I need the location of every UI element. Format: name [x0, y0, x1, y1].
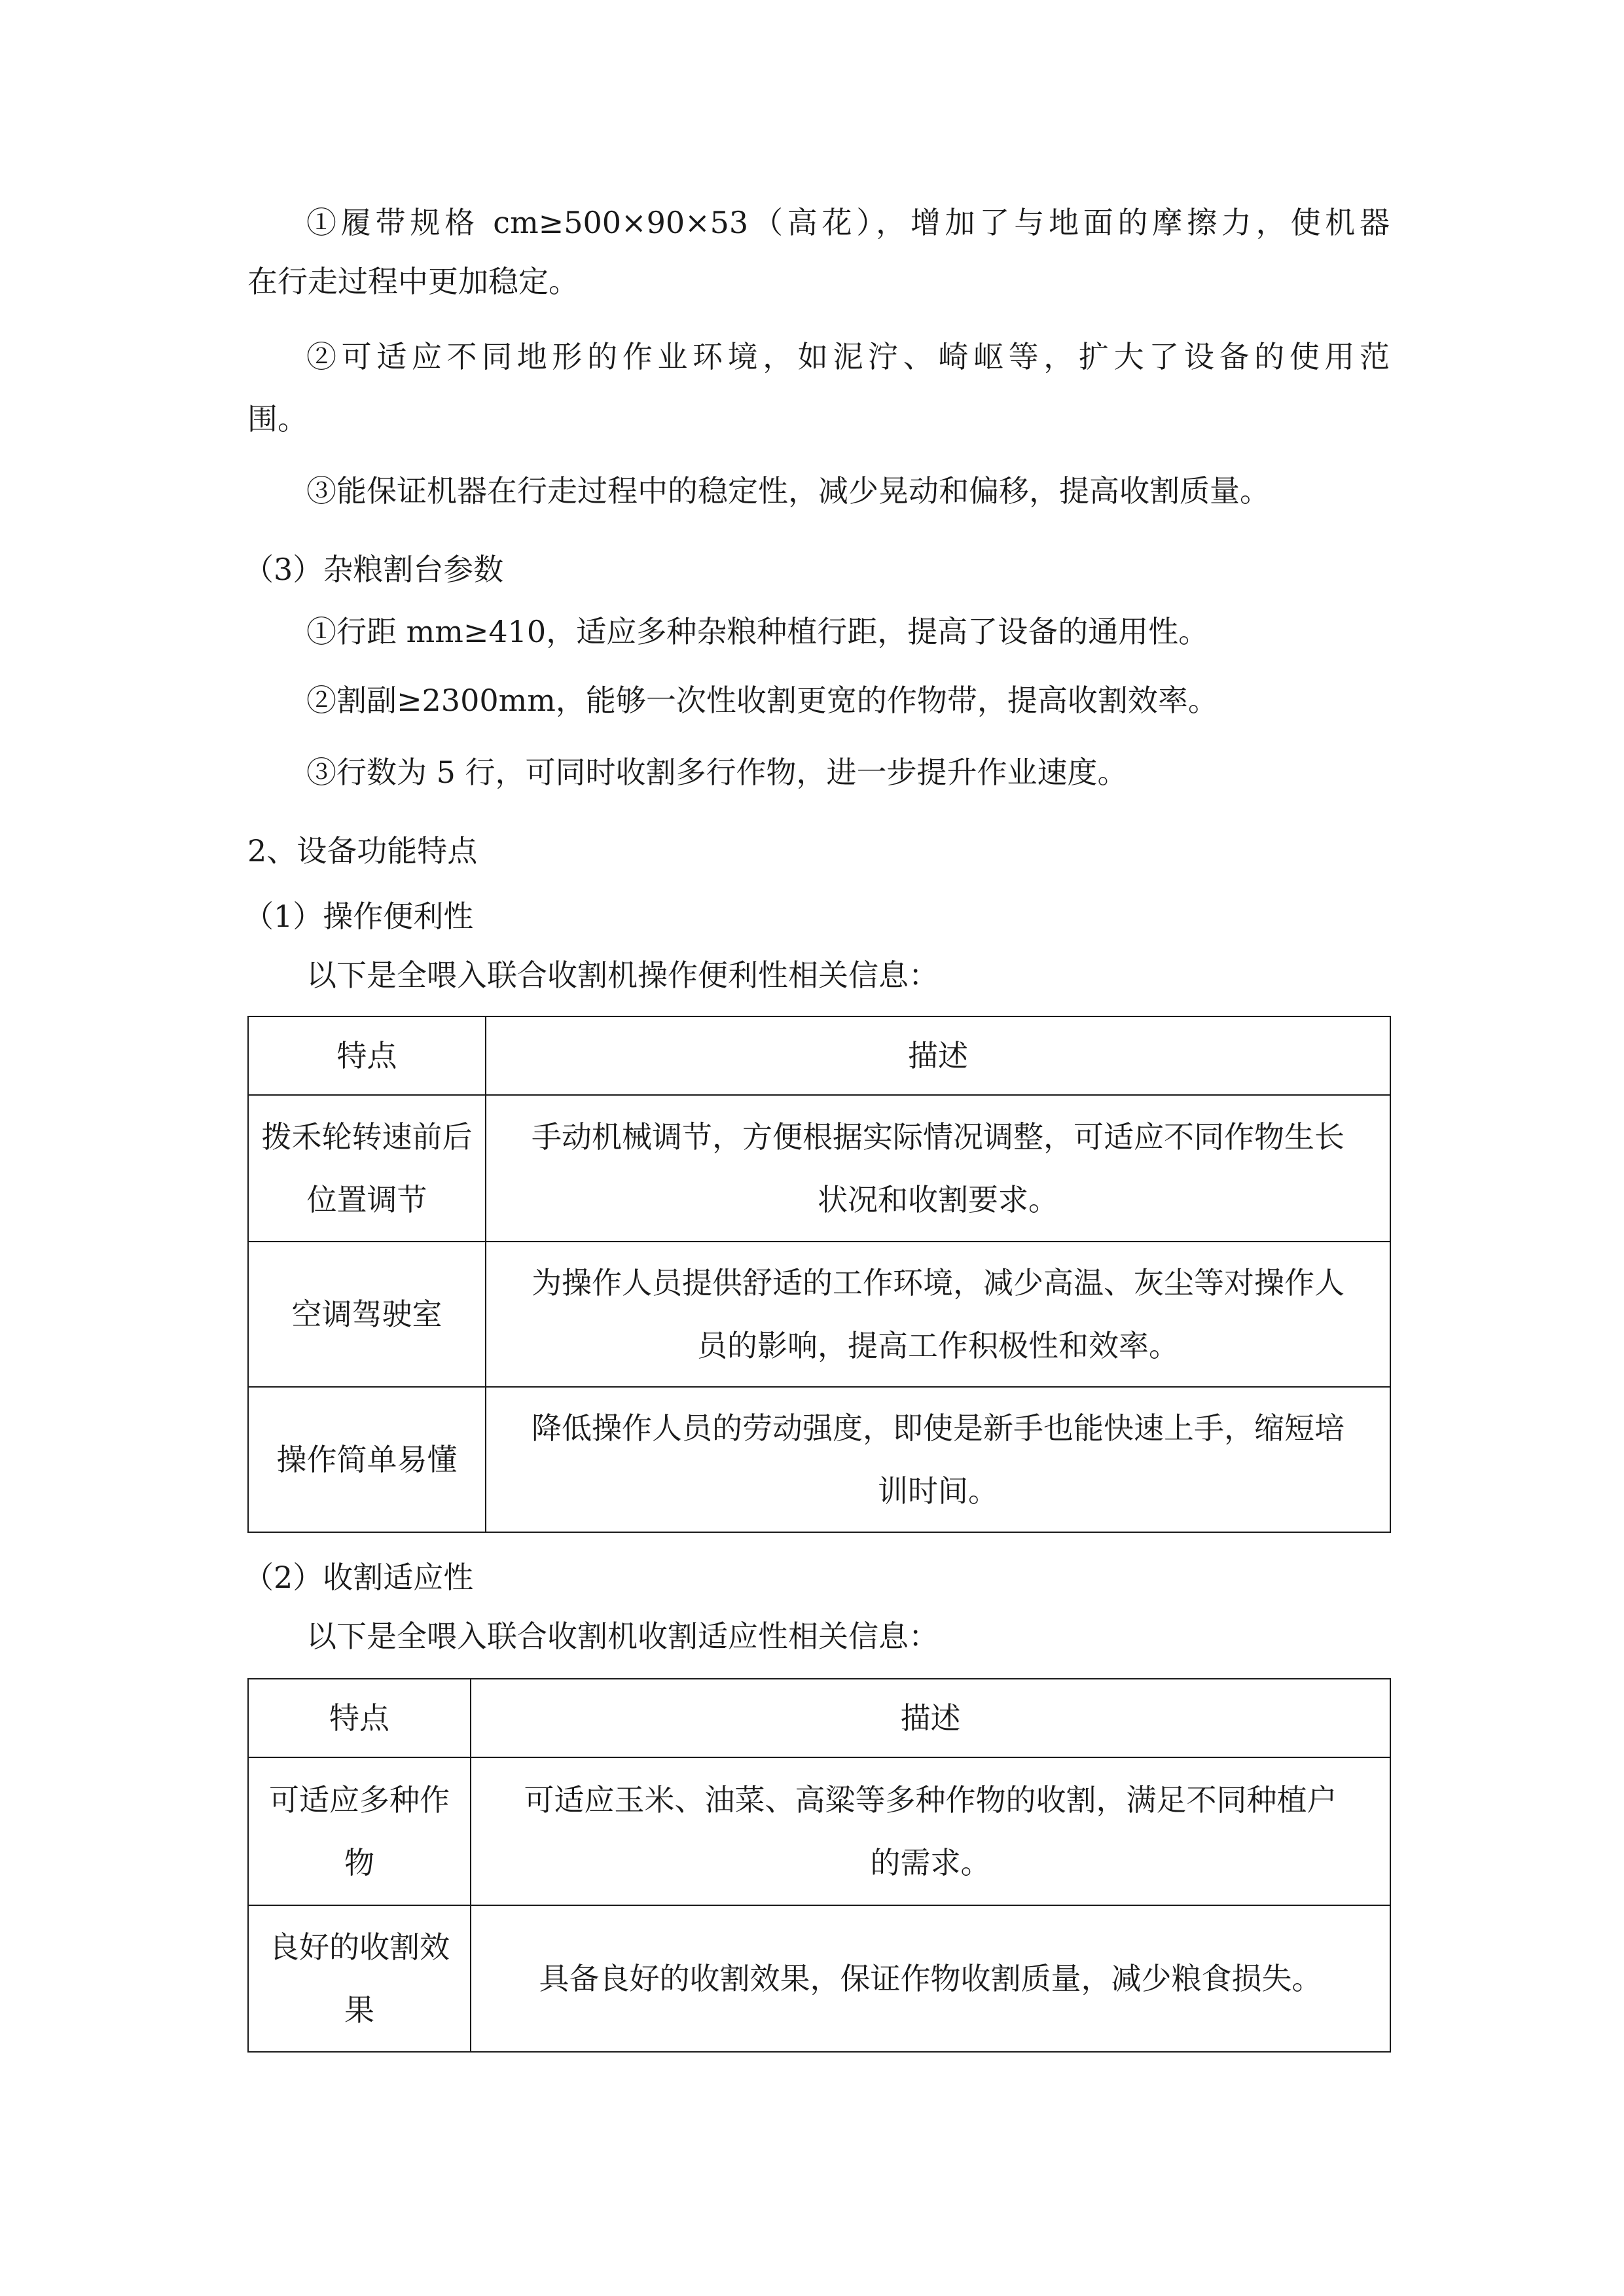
description-cell: [471, 1905, 1390, 2052]
feature-text-line: 果: [344, 1992, 374, 2028]
feature-text-line: 空调驾驶室: [291, 1297, 442, 1332]
subheading-operation-convenience: （1）操作便利性: [244, 899, 474, 934]
feature-text-line: 操作简单易懂: [276, 1442, 458, 1477]
intro-harvest-adaptability: 以下是全喂入联合收割机收割适应性相关信息：: [306, 1619, 939, 1654]
item-row-count: ③行数为 5 行，可同时收割多行作物，进一步提升作业速度。: [306, 755, 1128, 790]
description-text-line: 降低操作人员的劳动强度，即使是新手也能快速上手，缩短培: [532, 1410, 1344, 1446]
para-terrain-line1: ②可适应不同地形的作业环境，如泥泞、崎岖等，扩大了设备的使用范: [306, 339, 1390, 374]
table-header-row: [248, 1679, 1390, 1757]
table-row: [248, 1387, 1390, 1532]
item-row-spacing: ①行距 mm≥410，适应多种杂粮种植行距，提高了设备的通用性。: [306, 614, 1209, 649]
description-text-line: 为操作人员提供舒适的工作环境，减少高温、灰尘等对操作人: [532, 1265, 1344, 1300]
heading-header-params: （3）杂粮割台参数: [244, 552, 504, 587]
table-row: [248, 1757, 1390, 1905]
description-text-line: 手动机械调节，方便根据实际情况调整，可适应不同作物生长: [532, 1119, 1344, 1155]
para-stability: ③能保证机器在行走过程中的稳定性，减少晃动和偏移，提高收割质量。: [306, 473, 1270, 509]
feature-cell: [248, 1905, 471, 2052]
header-description: 描述: [486, 1016, 1390, 1095]
description-cell: [471, 1757, 1390, 1905]
feature-text-line: 拨禾轮转速前后: [261, 1119, 473, 1155]
table-row: [248, 1095, 1390, 1242]
feature-text-line: 良好的收割效: [269, 1929, 450, 1965]
description-text-line: 员的影响，提高工作积极性和效率。: [697, 1328, 1179, 1363]
para-track-spec-line2: 在行走过程中更加稳定。: [247, 264, 579, 299]
feature-cell: [248, 1387, 486, 1532]
feature-cell: [248, 1242, 486, 1387]
table-operation-convenience: [247, 1016, 1391, 1533]
description-text-line: 可适应玉米、油菜、高粱等多种作物的收割，满足不同种植户: [524, 1782, 1337, 1818]
feature-cell: [248, 1095, 486, 1242]
feature-text-line: 物: [344, 1845, 374, 1880]
para-terrain-line2: 围。: [247, 401, 308, 437]
item-cut-width: ②割副≥2300mm，能够一次性收割更宽的作物带，提高收割效率。: [306, 683, 1218, 718]
header-feature: 特点: [248, 1679, 471, 1757]
description-text-line: 的需求。: [870, 1845, 991, 1880]
para-track-spec-line1: ①履带规格 cm≥500×90×53（高花），增加了与地面的摩擦力，使机器: [306, 205, 1390, 240]
table-header-row: [248, 1016, 1390, 1095]
description-text-line: 训时间。: [878, 1473, 998, 1509]
intro-operation-convenience: 以下是全喂入联合收割机操作便利性相关信息：: [306, 958, 939, 993]
subheading-harvest-adaptability: （2）收割适应性: [244, 1560, 474, 1595]
description-cell: [486, 1095, 1390, 1242]
header-description: 描述: [471, 1679, 1390, 1757]
feature-cell: [248, 1757, 471, 1905]
description-text-line: 状况和收割要求。: [818, 1182, 1058, 1217]
table-harvest-adaptability: [247, 1678, 1391, 2053]
description-cell: [486, 1242, 1390, 1387]
heading-function-features: 2、设备功能特点: [247, 833, 478, 869]
description-text-line: 具备良好的收割效果，保证作物收割质量，减少粮食损失。: [539, 1961, 1322, 1996]
description-cell: [486, 1387, 1390, 1532]
feature-text-line: 位置调节: [306, 1182, 427, 1217]
table-row: [248, 1905, 1390, 2052]
table-row: [248, 1242, 1390, 1387]
feature-text-line: 可适应多种作: [269, 1782, 450, 1818]
header-feature: 特点: [248, 1016, 486, 1095]
